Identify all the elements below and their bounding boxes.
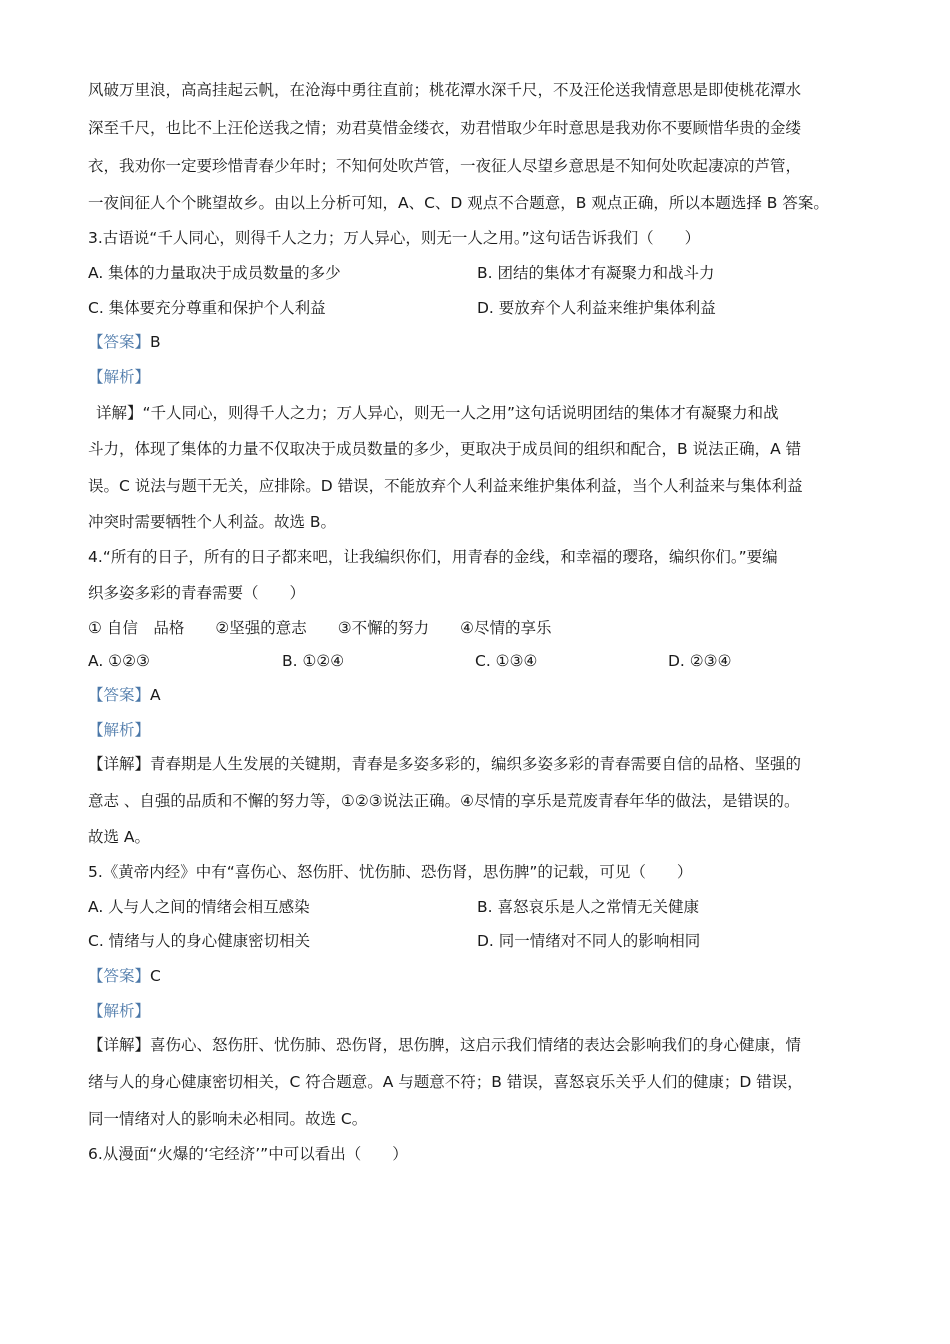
question-4-option-c: C. ①③④ bbox=[475, 652, 538, 670]
answer-label: 【答案】 bbox=[88, 967, 151, 985]
question-3-option-d: D. 要放弃个人利益来维护集体利益 bbox=[477, 299, 716, 317]
answer-value: B bbox=[150, 333, 161, 351]
question-5-detail-line: 绪与人的身心健康密切相关，C 符合题意。A 与题意不符；B 错误，喜怒哀乐关乎人们的健康；D 错误， bbox=[88, 1073, 803, 1091]
question-4-stem: 4.“所有的日子，所有的日子都来吧，让我编织你们，用青春的金线，和幸福的璎珞，编织你们。”要编 bbox=[88, 548, 778, 566]
answer-value: C bbox=[150, 967, 161, 985]
paragraph-line: 风破万里浪，高高挂起云帆，在沧海中勇往直前；桃花潭水深千尺，不及汪伦送我情意思是即使桃花潭水 bbox=[88, 81, 802, 99]
analysis-label: 【解析】 bbox=[88, 721, 151, 739]
analysis-label: 【解析】 bbox=[88, 368, 151, 386]
question-4-detail-line: 【详解】青春期是人生发展的关键期，青春是多姿多彩的，编织多姿多彩的青春需要自信的品格、坚强的 bbox=[88, 755, 802, 773]
question-5-option-d: D. 同一情绪对不同人的影响相同 bbox=[477, 932, 701, 950]
question-3-option-c: C. 集体要充分尊重和保护个人利益 bbox=[88, 299, 326, 317]
question-3-detail-line: 详解】“千人同心，则得千人之力；万人异心，则无一人之用”这句话说明团结的集体才有凝聚力和战 bbox=[96, 404, 779, 422]
question-3-option-b: B. 团结的集体才有凝聚力和战斗力 bbox=[477, 264, 715, 282]
question-4-option-d: D. ②③④ bbox=[668, 652, 732, 670]
question-4-items: ① 自信 品格 ②坚强的意志 ③不懈的努力 ④尽情的享乐 bbox=[88, 619, 552, 637]
question-3-detail-line: 误。C 说法与题干无关，应排除。D 错误，不能放弃个人利益来维护集体利益，当个人利益来与集体利益 bbox=[88, 477, 803, 495]
question-3-answer bbox=[88, 332, 878, 352]
question-4-stem: 织多姿多彩的青春需要（ ） bbox=[88, 584, 306, 602]
question-4-analysis-label bbox=[88, 720, 878, 740]
answer-label: 【答案】 bbox=[88, 686, 151, 704]
question-4-option-a: A. ①②③ bbox=[88, 652, 150, 670]
question-4-option-b: B. ①②④ bbox=[282, 652, 345, 670]
question-3-detail-line: 斗力，体现了集体的力量不仅取决于成员数量的多少，更取决于成员间的组织和配合，B 说法正确，A 错 bbox=[88, 440, 802, 458]
question-5-answer bbox=[88, 966, 878, 986]
question-5-analysis-label bbox=[88, 1001, 878, 1021]
paragraph-line: 衣，我劝你一定要珍惜青春少年时；不知何处吹芦管，一夜征人尽望乡意思是不知何处吹起凄凉的芦管， bbox=[88, 157, 802, 175]
analysis-label: 【解析】 bbox=[88, 1002, 151, 1020]
question-5-detail-line: 同一情绪对人的影响未必相同。故选 C。 bbox=[88, 1110, 368, 1128]
question-4-answer bbox=[88, 685, 878, 705]
answer-value: A bbox=[150, 686, 161, 704]
question-4-detail-line: 故选 A。 bbox=[88, 828, 151, 846]
answer-label: 【答案】 bbox=[88, 333, 151, 351]
question-4-detail-line: 意志 、自强的品质和不懈的努力等，①②③说法正确。④尽情的享乐是荒废青春年华的做法，是错误的。 bbox=[88, 792, 800, 810]
question-3-detail-line: 冲突时需要牺牲个人利益。故选 B。 bbox=[88, 513, 337, 531]
question-3-stem: 3.古语说“千人同心，则得千人之力；万人异心，则无一人之用。”这句话告诉我们（ ） bbox=[88, 229, 701, 247]
question-5-detail-line: 【详解】喜伤心、怒伤肝、忧伤肺、恐伤肾，思伤脾，这启示我们情绪的表达会影响我们的身心健康，情 bbox=[88, 1036, 802, 1054]
question-5-option-b: B. 喜怒哀乐是人之常情无关健康 bbox=[477, 898, 699, 916]
paragraph-line: 一夜间征人个个眺望故乡。由以上分析可知，A、C、D 观点不合题意，B 观点正确，所以本题选择 B 答案。 bbox=[88, 194, 829, 212]
question-6-stem: 6.从漫面“火爆的‘宅经济’”中可以看出（ ） bbox=[88, 1145, 408, 1163]
paragraph-line: 深至千尺，也比不上汪伦送我之情；劝君莫惜金缕衣，劝君惜取少年时意思是我劝你不要顾惜华贵的金缕 bbox=[88, 119, 802, 137]
question-5-option-c: C. 情绪与人的身心健康密切相关 bbox=[88, 932, 311, 950]
question-5-option-a: A. 人与人之间的情绪会相互感染 bbox=[88, 898, 310, 916]
question-3-option-a: A. 集体的力量取决于成员数量的多少 bbox=[88, 264, 341, 282]
question-5-stem: 5.《黄帝内经》中有“喜伤心、怒伤肝、忧伤肺、恐伤肾，思伤脾”的记载，可见（ ） bbox=[88, 863, 693, 881]
question-3-analysis-label bbox=[88, 367, 878, 387]
